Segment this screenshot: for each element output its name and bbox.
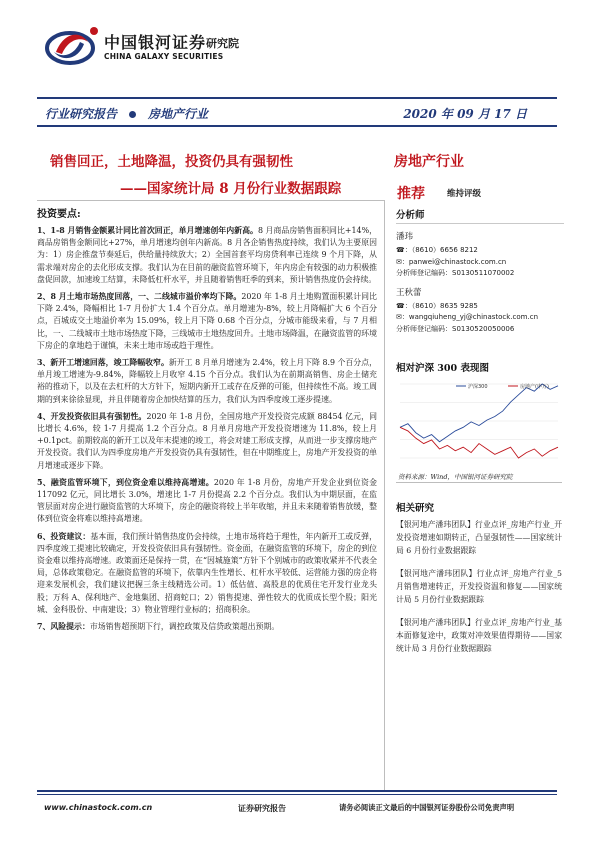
key-point-heading: 6、投资建议： <box>37 531 91 541</box>
footer-url[interactable]: www.chinastock.com.cn <box>44 803 153 812</box>
related-heading: 相关研究 <box>396 503 435 514</box>
rating-sub: 维持评级 <box>447 189 482 199</box>
rating-industry: 房地产行业 <box>394 154 464 170</box>
legend-label: 沪深300 <box>468 384 488 390</box>
sector-label: 房地产行业 <box>148 107 209 121</box>
relative-performance-chart <box>396 378 562 470</box>
analyst-phone: ☎：（8610）6656 8212 <box>396 246 478 254</box>
related-report-link[interactable]: 【银河地产潘玮团队】行业点评_房地产行业_开发投资增速如期转正，凸显强韧性——国家统计局 6 月份行业数据跟踪 <box>396 520 562 555</box>
analyst-email[interactable]: ✉：panwei@chinastock.com.cn <box>396 257 507 266</box>
section-heading: 投资要点: <box>37 209 81 220</box>
chart-title: 相对沪深 300 表现图 <box>396 363 489 374</box>
main-column <box>37 205 377 638</box>
key-point <box>37 621 377 633</box>
galaxy-logo-icon <box>44 22 104 70</box>
report-header-bar <box>37 97 557 127</box>
key-point <box>37 357 377 406</box>
brand-name: 中国银河证券 <box>104 33 207 52</box>
footer-rule <box>37 794 557 795</box>
report-subtitle: ——国家统计局 8 月份行业数据跟踪 <box>120 181 342 197</box>
key-point <box>37 531 377 616</box>
chart-series-line <box>400 384 558 442</box>
key-point-text: 2020 年 1-8 月份，全国房地产开发投资完成额 88454 亿元，同比增长 4.6%，较 1-7 月提高 1.2 个百分点。8 月单月房地产开发投资增速为 11.8%，较上月+0.1pct。前期较高的新开工以及年末提速的竣工，将会对建工形成支撑，从而进一步支撑房地产开发投资。我们认为四季度房地产开发投资仍具有强韧性，但在中期维度上，房地产开发投资的单月增速或逐步下降。 <box>37 411 378 470</box>
key-point-text: 基本面，我们预计销售热度仍会持续，土地市场将趋于理性，年内新开工或反弹，四季度竣工提速比较确定，开发投资依旧具有强韧性。资金面，在融资监管的环境下，房企的到位资金难以维持高增速。政策面还是保持一贯，在“因城施策”方针下个别城市的政策收紧并不代表全局，总体政策稳定。在融资监管的环境下，依靠内生性增长、杠杆水平较低、运营能力强的房企将迎来发展机会，我们建议把握三条主线精选公司。1）低估值、高股息的优质住宅开发行业龙头股；万科 A、保利地产、金地集团、招商蛇口；2）销售提速、弹性较大的优质成长型个股；阳光城、金科股份、中南建设；3）物业管理行业标的；招商积余。 <box>37 531 377 614</box>
bullet-icon <box>129 111 136 118</box>
chart-series-line <box>400 427 558 458</box>
sidebar <box>396 207 564 335</box>
analyst-phone: ☎：（8610）8635 9285 <box>396 301 478 310</box>
key-point <box>37 225 377 286</box>
divider <box>37 200 384 201</box>
report-type-row <box>45 105 208 122</box>
footer-label: 证券研究报告 <box>238 803 286 813</box>
report-title: 销售回正，土地降温，投资仍具有强韧性 <box>50 154 293 170</box>
footer-rule <box>37 790 557 792</box>
rating-label: 推荐 <box>397 186 425 202</box>
chart-source: 资料来源：Wind，中国银河证券研究院 <box>398 473 513 481</box>
related-report-link[interactable]: 【银河地产潘玮团队】行业点评_房地产行业_基本面修复途中，政策对冲效果值得期待——国家统计局 3 月份行业数据跟踪 <box>396 618 562 653</box>
column-divider <box>384 200 385 790</box>
analyst-list <box>396 230 564 335</box>
key-point-heading: 3、新开工增速回落，竣工降幅收窄。 <box>37 358 169 368</box>
key-point <box>37 291 377 352</box>
related-report-link[interactable]: 【银河地产潘玮团队】行业点评_房地产行业_5 月销售增速转正，开发投资温和修复——国家统计局 5 月份行业数据跟踪 <box>396 569 562 604</box>
related-list <box>396 518 562 665</box>
key-points <box>37 225 377 633</box>
key-point-heading: 5、融资监管环境下，到位资金难以维持高增速。 <box>37 477 214 487</box>
key-point-heading: 7、风险提示： <box>37 622 90 632</box>
analysts-heading: 分析师 <box>396 207 564 224</box>
legend-label: 房地产(申万) <box>520 384 549 390</box>
analyst-name: 王秋蕾 <box>396 287 422 298</box>
key-point-heading: 2、8 月土地市场热度回落，一、二线城市溢价率均下降。 <box>37 292 242 302</box>
divider <box>396 482 562 483</box>
key-point-text: 新开工 8 月单月增速为 2.4%，较上月下降 8.9 个百分点，单月竣工增速为-9.84%，降幅较上月收窄 4.15 个百分点。我们认为在前期高销售、房企土储充裕的推动下，以及在去杠杆的大方针下，短期内新开工或存在反弹的可能，但持续性不高。竣工周期的到来徐徐显现，并且伴随着房企加快结算的压力，我们认为四季度竣工逐步提速。 <box>37 358 377 404</box>
report-type: 行业研究报告 <box>45 107 118 121</box>
key-point-heading: 1、1-8 月销售金额累计同比首次回正，单月增速创年内新高。 <box>37 226 258 235</box>
analyst-name: 潘玮 <box>396 232 414 242</box>
key-point <box>37 477 377 526</box>
footer-disclaimer: 请务必阅读正文最后的中国银河证券股份公司免责声明 <box>339 803 515 812</box>
key-point-text: 8 月商品房销售面积同比+14%，商品房销售金额同比+27%，单月增速均创年内新高。8 月各企销售热度持续，我们认为主要原因为：1）房企推盘节奏延后，供给量持续放大；2）全国首套平均房贷利率已连续 9 个月下降，从需求端对房企的去化形成支撑。我们认为在目前的融资监管环境下，年内房企有较强的动力积极推盘促回款，加速竣工结算，未降低杠杆水平，并且随着销售旺季的到来，预计销售热度仍会持续。 <box>37 226 377 284</box>
key-point-text: 2020 年 1-8 月份，房地产开发企业到位资金 117092 亿元，同比增长 3.0%，增速比 1-7 月份提高 2.2 个百分点。我们认为中期层面，在监管层面对房企进行融资监管的大环境下，房企的融资将较上半年收缩，并且未来随着销售放缓，整体到位资金将难以维持高增速。 <box>37 477 377 524</box>
analyst-cert: 分析师登记编码：S0130511070002 <box>396 269 515 277</box>
key-point <box>37 411 377 472</box>
analyst-cert: 分析师登记编码：S0130520050006 <box>396 324 515 333</box>
key-point-text: 2020 年 1-8 月土地购置面积累计同比下降 2.4%，降幅相比 1-7 月份扩大 1.4 个百分点。单月增速为-8%，较上月降幅扩大 6 个百分点，百城成交土地溢价率为 15.09%，较上月下降 0.68 个百分点，分城市能级来看，与 7 月相比，一、二线城市土地市场热度下降，三线城市土地热度回升。土地市场降温，在融资监管的环境下房企的拿地趋于谨慎，未来土地市场或趋于理性。 <box>37 292 377 350</box>
analyst-email[interactable]: ✉：wangqiuheng_yj@chinastock.com.cn <box>396 313 539 321</box>
brand-name-en: CHINA GALAXY SECURITIES <box>104 52 224 61</box>
key-point-heading: 4、开发投资依旧具有强韧性。 <box>37 411 147 421</box>
key-point-text: 市场销售超预期下行，调控政策及信贷政策超出预期。 <box>89 622 280 632</box>
institute-label: 研究院 <box>206 37 239 50</box>
report-date: 2020 年 09 月 17 日 <box>403 107 527 121</box>
